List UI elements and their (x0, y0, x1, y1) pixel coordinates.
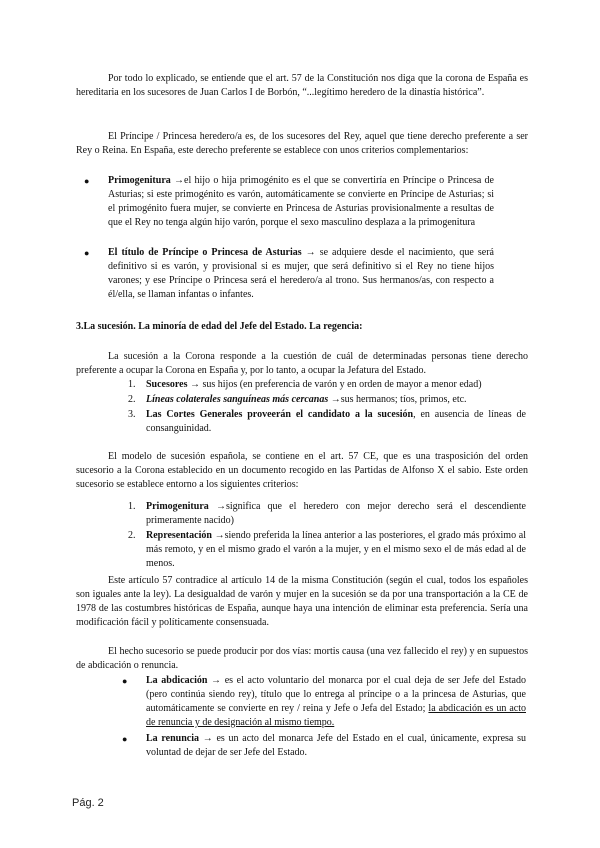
page-number: Pág. 2 (72, 797, 104, 809)
bullet-term: Primogenitura (108, 175, 171, 186)
item-number: 1. (128, 379, 136, 390)
bullet-dot-icon: ● (122, 734, 128, 744)
numbered-item (128, 408, 526, 436)
bullet-item (122, 732, 526, 760)
bullet-text: →el hijo o hija primogénito es el que se convertiría en Príncipe o Princesa de Asturias; si este primogénito es varón, automáticamente se convierte en Príncipe de Asturias; si el primogénito fuera mujer, se convierte en Princesa de Asturias provisionalmente a resultas de que el Rey no tenga algún hijo varón, porque el sexo masculino desplaza a la primogenitura (108, 175, 494, 228)
item-text: →siendo preferida la línea anterior a las posteriores, el grado más próximo al más remoto, y en el mismo grado el varón a la mujer, y en el mismo sexo el de más edad al de menos. (146, 530, 526, 569)
item-text: , en ausencia de líneas de consanguinidad. (146, 409, 526, 434)
item-term: Líneas colaterales sanguíneas más cercanas (146, 394, 329, 405)
bullet-item (122, 674, 526, 730)
item-text: →sus hermanos; tíos, primos, etc. (328, 394, 467, 405)
bullet-dot-icon: ● (84, 176, 90, 186)
bullet-underlined-text: la abdicación es un acto de renuncia y de designación al mismo tiempo. (146, 703, 526, 728)
numbered-item (128, 378, 526, 392)
bullet-item (84, 246, 494, 302)
bullet-dot-icon: ● (84, 248, 90, 258)
paragraph-5: Este artículo 57 contradice al artículo 14 de la misma Constitución (según el cual, todos los españoles son iguales ante la ley). La desigualdad de varón y mujer en la sucesión se da por una transportación a la CE de 1978 de las costumbres históricas de España, aunque haya una intención de eliminar esta preferencia. Sería una modificación fácil y políticamente consensuada. (76, 575, 528, 628)
section-heading: 3.La sucesión. La minoría de edad del Jefe del Estado. La regencia: (76, 321, 363, 332)
item-number: 2. (128, 530, 136, 541)
numbered-item (128, 500, 526, 528)
item-term: Las Cortes Generales proveerán el candidato a la sucesión (146, 409, 414, 420)
paragraph-4: El modelo de sucesión española, se contiene en el art. 57 CE, que es una trasposición del orden sucesorio a la Corona establecido en un documento recogido en las Partidas de Alfonso X el sabio. Este orden sucesorio se establece entorno a los siguientes criterios: (76, 451, 528, 490)
bullet-term: La abdicación (146, 675, 208, 686)
bullet-text: → es un acto del monarca Jefe del Estado en el cual, únicamente, expresa su voluntad de dejar de ser Jefe del Estado. (146, 733, 526, 758)
item-term: Representación (146, 530, 212, 541)
bullet-item (84, 174, 494, 230)
paragraph-6: El hecho sucesorio se puede producir por dos vías: mortis causa (una vez fallecido el rey) y en supuestos de abdicación o renuncia. (76, 646, 528, 671)
bullet-dot-icon: ● (122, 676, 128, 686)
paragraph-1: Por todo lo explicado, se entiende que el art. 57 de la Constitución nos diga que la corona de España es hereditaria en los sucesores de Juan Carlos I de Borbón, “...legítimo heredero de la dinastía histórica”. (76, 73, 528, 98)
item-text: →significa que el heredero con mejor derecho será el descendiente primeramente nacido) (146, 501, 526, 526)
paragraph-3: La sucesión a la Corona responde a la cuestión de cuál de determinadas personas tiene derecho preferente a ocupar la Corona en España y, por lo tanto, a ocupar la Jefatura del Estado. (76, 351, 528, 376)
item-number: 3. (128, 409, 136, 420)
item-term: Primogenitura (146, 501, 209, 512)
numbered-item (128, 393, 526, 407)
item-number: 1. (128, 501, 136, 512)
item-number: 2. (128, 394, 136, 405)
bullet-text: → es el acto voluntario del monarca por el cual deja de ser Jefe del Estado (pero continúa siendo rey), título que lo entrega al príncipe o a la princesa de Asturias, que automáticamente se convierte en rey / reina y Jefe o Jefa del Estado; (146, 675, 526, 714)
bullet-term: El título de Príncipe o Princesa de Asturias (108, 247, 302, 258)
item-text: → sus hijos (en preferencia de varón y en orden de mayor a menor edad) (187, 379, 482, 390)
paragraph-2: El Príncipe / Princesa heredero/a es, de los sucesores del Rey, aquel que tiene derecho preferente a ser Rey o Reina. En España, este derecho preferente se establece con unos criterios complementarios: (76, 131, 528, 156)
bullet-text: → se adquiere desde el nacimiento, que será definitivo si es varón, y provisional si es mujer, que será definitivo si el Rey no tiene hijos varones; y ese Príncipe o Princesa será el heredero/a al trono. Sus hermanos/as, con respecto a él/ella, se llaman infantas o infantes. (108, 247, 494, 300)
bullet-term: La renuncia (146, 733, 199, 744)
item-term: Sucesores (146, 379, 188, 390)
numbered-item (128, 529, 526, 571)
